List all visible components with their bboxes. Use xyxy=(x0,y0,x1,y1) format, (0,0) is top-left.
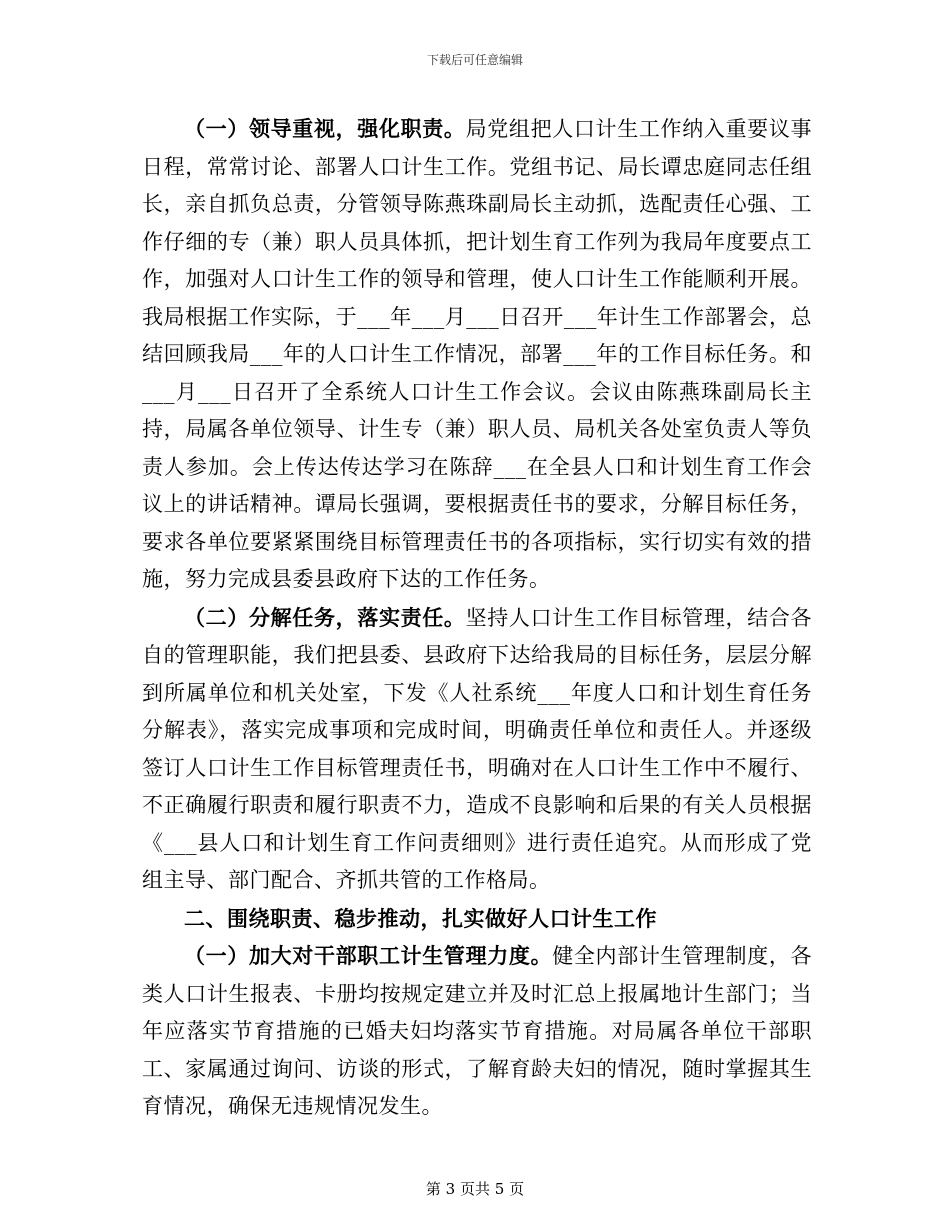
document-body xyxy=(142,110,812,1126)
paragraph-task-breakdown xyxy=(142,599,812,900)
paragraph-staff-management xyxy=(142,937,812,1126)
paragraph-text: 健全内部计生管理制度，各类人口计生报表、卡册均按规定建立并及时汇总上报属地计生部门；当年应落实节育措施的已婚夫妇均落实节育措施。对局属各单位干部职工、家属通过询问、访谈的形式，了解育龄夫妇的情况，随时掌握其生育情况，确保无违规情况发生。 xyxy=(142,944,813,1118)
paragraph-text: 坚持人口计生工作目标管理，结合各自的管理职能，我们把县委、县政府下达给我局的目标任务，层层分解到所属单位和机关处室，下发《人社系统___年度人口和计划生育任务分解表》，落实完成事项和完成时间，明确责任单位和责任人。并逐级签订人口计生工作目标管理责任书，明确对在人口计生工作中不履行、不正确履行职责和履行职责不力，造成不良影响和后果的有关人员根据《___县人口和计划生育工作问责细则》进行责任追究。从而形成了党组主导、部门配合、齐抓共管的工作格局。 xyxy=(142,605,813,892)
paragraph-text: 局党组把人口计生工作纳入重要议事日程，常常讨论、部署人口计生工作。党组书记、局长谭忠庭同志任组长，亲自抓负总责，分管领导陈燕珠副局长主动抓，选配责任心强、工作仔细的专（兼）职人员具体抓，把计划生育工作列为我局年度要点工作，加强对人口计生工作的领导和管理，使人口计生工作能顺利开展。我局根据工作实际，于___年___月___日召开___年计生工作部署会，总结回顾我局___年的人口计生工作情况，部署___年的工作目标任务。和___月___日召开了全系统人口计生工作会议。会议由陈燕珠副局长主持，局属各单位领导、计生专（兼）职人员、局机关各处室负责人等负责人参加。会上传达传达学习在陈辞___在全县人口和计划生育工作会议上的讲话精神。谭局长强调，要根据责任书的要求，分解目标任务，要求各单位要紧紧围绕目标管理责任书的各项指标，实行切实有效的措施，努力完成县委县政府下达的工作任务。 xyxy=(142,117,813,591)
page-number: 第 3 页共 5 页 xyxy=(425,1180,525,1198)
paragraph-lead: （一）领导重视，强化职责。 xyxy=(184,116,466,141)
paragraph-lead: （一）加大对干部职工计生管理力度。 xyxy=(184,943,553,968)
paragraph-leadership xyxy=(142,110,812,599)
section-heading: 二、围绕职责、稳步推动，扎实做好人口计生工作 xyxy=(184,905,657,931)
paragraph-lead: （二）分解任务，落实责任。 xyxy=(184,604,466,630)
page-header-note: 下载后可任意编辑 xyxy=(426,53,523,67)
